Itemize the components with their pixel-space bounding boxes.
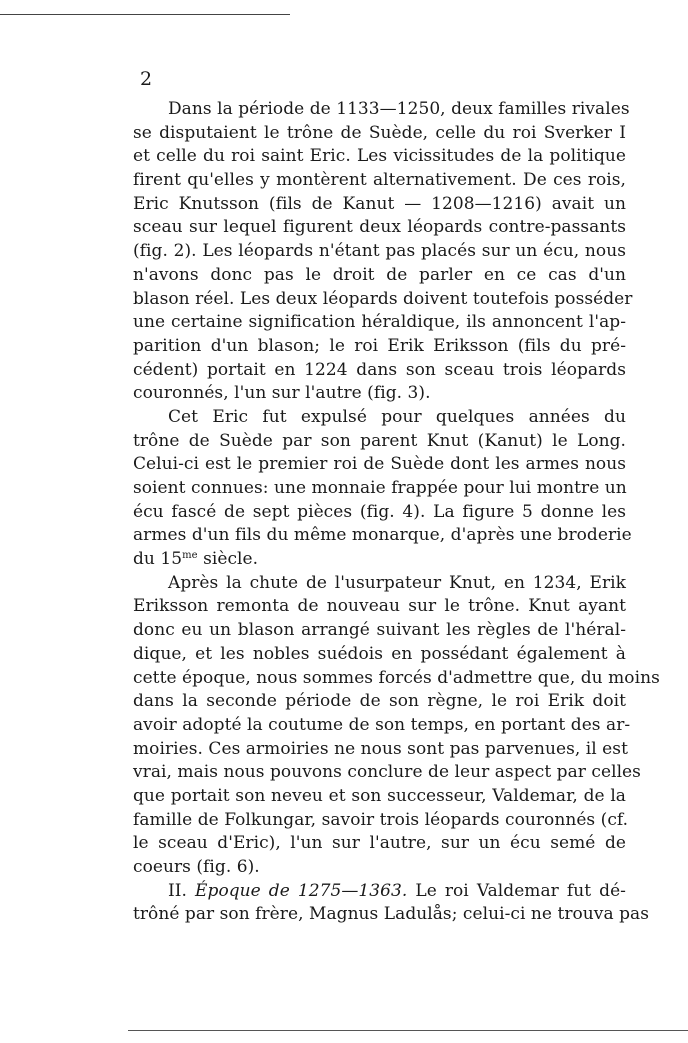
text-line: Eric Knutsson (fils de Kanut — 1208—1216) avait un (133, 193, 626, 214)
top-rule (0, 14, 290, 15)
text-line: cette époque, nous sommes forcés d'admettre que, du moins (133, 667, 660, 688)
text-line: que portait son neveu et son successeur, Valdemar, de la (133, 785, 626, 806)
text-line: armes d'un fils du même monarque, d'après une broderie (133, 525, 632, 546)
paragraph (133, 98, 633, 406)
section-first-line-rest: Le roi Valdemar fut dé- (415, 880, 626, 901)
text-line: dique, et les nobles suédois en possédant également à (133, 643, 626, 664)
text-line: sceau sur lequel figurent deux léopards contre-passants (133, 217, 626, 238)
text-line: trône de Suède par son parent Knut (Kanut) le Long. (133, 430, 626, 451)
text-line: n'avons donc pas le droit de parler en ce cas d'un (133, 264, 626, 285)
superscript: me (182, 550, 198, 562)
text-line: une certaine signification héraldique, ils annoncent l'ap- (133, 312, 626, 333)
text-line: se disputaient le trône de Suède, celle du roi Sverker I (133, 122, 626, 143)
text-line: trôné par son frère, Magnus Ladulås; celui-ci ne trouva pas (133, 904, 649, 925)
text-line: moiries. Ces armoiries ne nous sont pas parvenues, il est (133, 738, 628, 759)
section-heading-line (133, 880, 626, 904)
text-line: firent qu'elles y montèrent alternativement. De ces rois, (133, 170, 626, 191)
text-line: (fig. 2). Les léopards n'étant pas placés sur un écu, nous (133, 241, 626, 262)
body-text (133, 98, 660, 927)
text-line: blason réel. Les deux léopards doivent toutefois posséder (133, 288, 633, 309)
page-number: 2 (140, 68, 153, 90)
text-fragment: du 15 (133, 549, 183, 570)
text-line: dans la seconde période de son règne, le roi Erik doit (133, 691, 626, 712)
text-line: avoir adopté la coutume de son temps, en portant des ar- (133, 714, 631, 735)
text-line: Après la chute de l'usurpateur Knut, en 1234, Erik (168, 572, 626, 593)
paragraphs (133, 98, 660, 880)
text-fragment: siècle. (197, 549, 259, 570)
text-line: Celui-ci est le premier roi de Suède dont les armes nous (133, 454, 626, 475)
section-title: Époque de 1275—1363. (195, 880, 408, 901)
text-line: parition d'un blason; le roi Erik Eriksson (fils du pré- (133, 335, 626, 356)
paragraph (133, 406, 632, 572)
text-line: Cet Eric fut expulsé pour quelques années du (168, 406, 626, 427)
text-line: et celle du roi saint Eric. Les vicissitudes de la politique (133, 146, 626, 167)
section-numeral: II. (168, 880, 187, 901)
text-line: coeurs (fig. 6). (133, 857, 260, 877)
text-line (133, 548, 626, 572)
text-line: Eriksson remonta de nouveau sur le trône. Knut ayant (133, 596, 626, 617)
paragraph (133, 572, 660, 880)
text-line: famille de Folkungar, savoir trois léopards couronnés (cf. (133, 809, 629, 830)
text-line: écu fascé de sept pièces (fig. 4). La figure 5 donne les (133, 501, 626, 522)
text-line: cédent) portait en 1224 dans son sceau trois léopards (133, 359, 626, 380)
text-line: donc eu un blason arrangé suivant les règles de l'héral- (133, 620, 626, 641)
bottom-rule (128, 1030, 688, 1031)
text-line: soient connues: une monnaie frappée pour lui montre un (133, 478, 627, 498)
text-line: couronnés, l'un sur l'autre (fig. 3). (133, 383, 431, 404)
text-line: le sceau d'Eric), l'un sur l'autre, sur un écu semé de (133, 833, 626, 854)
text-line: Dans la période de 1133—1250, deux familles rivales (168, 99, 630, 119)
text-line: vrai, mais nous pouvons conclure de leur aspect par celles (133, 762, 641, 783)
